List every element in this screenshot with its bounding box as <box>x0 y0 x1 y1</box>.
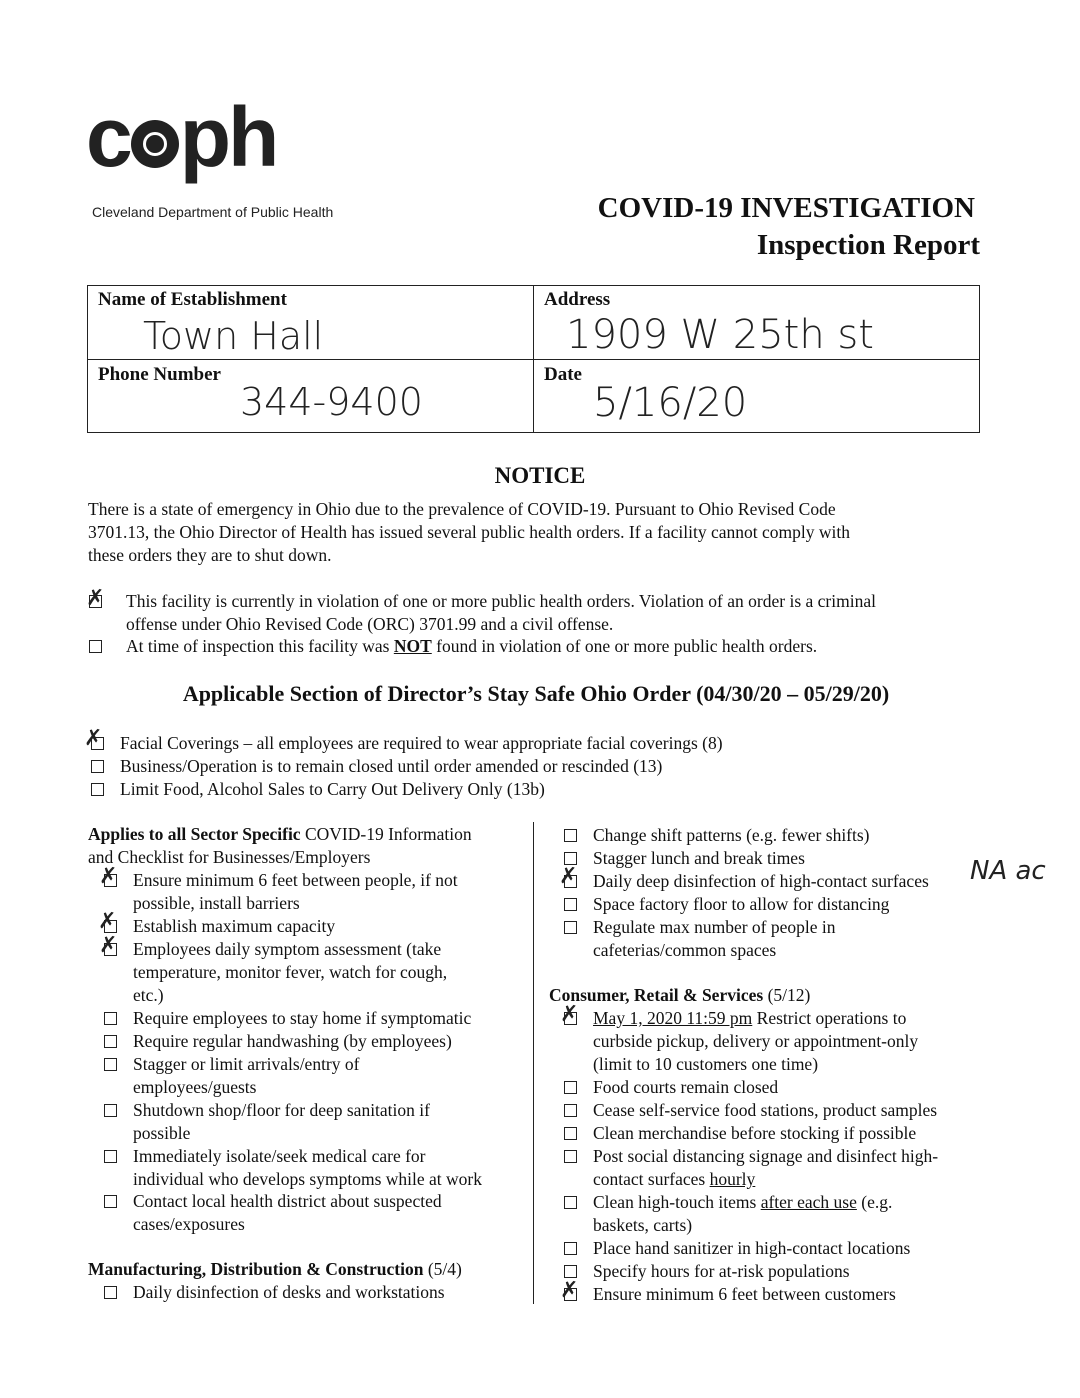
consumer-checkbox-6[interactable] <box>564 1196 577 1209</box>
left-checkbox-9[interactable] <box>104 1195 117 1208</box>
no-violation-text <box>126 635 817 658</box>
section-heading: Applicable Section of Director’s Stay Safe Ohio Order (04/30/20 – 05/29/20) <box>182 681 890 706</box>
notice-line-3: these orders they are to shut down. <box>88 545 332 565</box>
mfg-item-1: Daily disinfection of desks and workstations <box>133 1282 445 1302</box>
left-checkbox-7[interactable] <box>104 1104 117 1117</box>
establishment-info-box <box>87 285 980 433</box>
no-violation-text-post: found in violation of one or more public health orders. <box>431 636 818 656</box>
report-title: COVID-19 INVESTIGATION <box>597 192 975 224</box>
check-mark-icon: ✗ <box>99 933 118 958</box>
left-item-9a: Contact local health district about suspected <box>133 1191 442 1211</box>
name-label: Name of Establishment <box>98 289 287 310</box>
right-checkbox-4[interactable] <box>564 898 577 911</box>
phone-value: 344-9400 <box>240 380 423 424</box>
left-checkbox-4[interactable] <box>104 1012 117 1025</box>
consumer-item-8: Specify hours for at-risk populations <box>593 1261 850 1281</box>
left-item-4: Require employees to stay home if symptomatic <box>133 1008 472 1028</box>
left-item-6b: employees/guests <box>133 1077 257 1097</box>
consumer-item-5b-underlined: hourly <box>709 1169 756 1189</box>
consumer-item-7: Place hand sanitizer in high-contact locations <box>593 1238 911 1258</box>
globe-icon <box>131 120 179 168</box>
date-value: 5/16/20 <box>593 380 748 426</box>
business-closed-checkbox[interactable] <box>91 760 104 773</box>
consumer-checkbox-2[interactable] <box>564 1081 577 1094</box>
consumer-item-2: Food courts remain closed <box>593 1077 779 1097</box>
cdph-logo <box>86 90 277 184</box>
no-violation-text-not: NOT <box>393 636 432 656</box>
notice-paragraph <box>88 498 988 567</box>
no-violation-text-pre: At time of inspection this facility was <box>126 636 394 656</box>
check-mark-icon: ✗ <box>98 909 117 934</box>
address-label: Address <box>544 289 611 310</box>
consumer-heading <box>549 984 810 1007</box>
violation-text-2: offense under Ohio Revised Code (ORC) 3701.99 and a civil offense. <box>126 614 614 634</box>
left-item-3c: etc.) <box>133 985 164 1005</box>
consumer-item-1-date: May 1, 2020 11:59 pm <box>593 1008 753 1028</box>
left-item-5: Require regular handwashing (by employees) <box>133 1031 452 1051</box>
check-mark-icon: ✗ <box>560 1002 579 1027</box>
notice-heading: NOTICE <box>494 463 586 488</box>
consumer-item-1c: (limit to 10 customers one time) <box>593 1054 819 1074</box>
consumer-checkbox-4[interactable] <box>564 1127 577 1140</box>
box-divider-horizontal <box>88 359 979 360</box>
consumer-checkbox-5[interactable] <box>564 1150 577 1163</box>
left-checkbox-6[interactable] <box>104 1058 117 1071</box>
check-mark-icon: ✗ <box>86 586 105 611</box>
manufacturing-heading <box>88 1258 462 1281</box>
logo-subtitle: Cleveland Department of Public Health <box>92 204 334 220</box>
left-item-7b: possible <box>133 1123 191 1143</box>
left-item-3a: Employees daily symptom assessment (take <box>133 939 442 959</box>
logo-text-left: c <box>86 90 130 184</box>
notice-line-2: 3701.13, the Ohio Director of Health has issued several public health orders. If a facility cannot comply with <box>88 522 851 542</box>
right-item-3: Daily deep disinfection of high-contact surfaces <box>593 871 929 891</box>
left-item-9b: cases/exposures <box>133 1214 245 1234</box>
check-mark-icon: ✗ <box>559 864 578 889</box>
manufacturing-heading-date: (5/4) <box>423 1259 462 1279</box>
left-item-3b: temperature, monitor fever, watch for cough, <box>133 962 448 982</box>
left-item-1b: possible, install barriers <box>133 893 300 913</box>
left-item-8a: Immediately isolate/seek medical care for <box>133 1146 426 1166</box>
column-divider <box>533 822 534 1304</box>
consumer-item-1b: curbside pickup, delivery or appointment-only <box>593 1031 919 1051</box>
consumer-item-6b: baskets, carts) <box>593 1215 693 1235</box>
consumer-checkbox-7[interactable] <box>564 1242 577 1255</box>
violation-text-1: This facility is currently in violation of one or more public health orders. Violation of an order is a criminal <box>126 591 876 611</box>
business-closed-text: Business/Operation is to remain closed until order amended or rescinded (13) <box>120 756 663 776</box>
consumer-item-9: Ensure minimum 6 feet between customers <box>593 1284 896 1304</box>
check-mark-icon: ✗ <box>560 1278 579 1303</box>
right-item-2: Stagger lunch and break times <box>593 848 805 868</box>
consumer-checkbox-8[interactable] <box>564 1265 577 1278</box>
consumer-item-6a <box>593 1191 892 1214</box>
consumer-item-3: Cease self-service food stations, product samples <box>593 1100 938 1120</box>
left-item-6a: Stagger or limit arrivals/entry of <box>133 1054 360 1074</box>
manufacturing-heading-text: Manufacturing, Distribution & Construction <box>88 1259 424 1279</box>
consumer-item-1-rest: Restrict operations to <box>752 1008 907 1028</box>
consumer-item-1a <box>593 1007 906 1030</box>
left-heading-1 <box>88 823 472 846</box>
facial-coverings-text: Facial Coverings – all employees are required to wear appropriate facial coverings (8) <box>120 733 723 753</box>
no-violation-checkbox[interactable] <box>89 640 102 653</box>
consumer-checkbox-3[interactable] <box>564 1104 577 1117</box>
carry-out-text: Limit Food, Alcohol Sales to Carry Out Delivery Only (13b) <box>120 779 545 799</box>
left-heading-2: and Checklist for Businesses/Employers <box>88 847 371 867</box>
check-mark-icon: ✗ <box>99 864 118 889</box>
consumer-item-6-pre: Clean high-touch items <box>593 1192 761 1212</box>
left-checkbox-5[interactable] <box>104 1035 117 1048</box>
mfg-checkbox-1[interactable] <box>104 1286 117 1299</box>
right-checkbox-5[interactable] <box>564 921 577 934</box>
check-mark-icon: ✗ <box>84 726 103 751</box>
consumer-item-5b-pre: contact surfaces <box>593 1169 710 1189</box>
left-item-2: Establish maximum capacity <box>133 916 336 936</box>
right-checkbox-1[interactable] <box>564 829 577 842</box>
logo-text-right: ph <box>179 90 277 184</box>
consumer-item-6-post: (e.g. <box>856 1192 893 1212</box>
consumer-heading-text: Consumer, Retail & Services <box>549 985 764 1005</box>
consumer-heading-date: (5/12) <box>763 985 811 1005</box>
left-heading-bold: Applies to all Sector Specific <box>88 824 301 844</box>
left-item-1a: Ensure minimum 6 feet between people, if not <box>133 870 458 890</box>
name-value: Town Hall <box>143 314 324 358</box>
carry-out-checkbox[interactable] <box>91 783 104 796</box>
left-heading-rest: COVID-19 Information <box>300 824 472 844</box>
report-subtitle: Inspection Report <box>756 229 980 261</box>
left-item-8b: individual who develops symptoms while at work <box>133 1169 482 1189</box>
right-item-5a: Regulate max number of people in <box>593 917 836 937</box>
right-item-3-note: NA ac <box>970 856 1046 886</box>
consumer-item-6-underlined: after each use <box>760 1192 857 1212</box>
left-item-7a: Shutdown shop/floor for deep sanitation if <box>133 1100 430 1120</box>
phone-label: Phone Number <box>98 364 221 385</box>
right-item-1: Change shift patterns (e.g. fewer shifts) <box>593 825 870 845</box>
consumer-item-5b <box>593 1168 755 1191</box>
address-value: 1909 W 25th st <box>566 312 874 358</box>
consumer-item-5a: Post social distancing signage and disinfect high- <box>593 1146 939 1166</box>
right-item-4: Space factory floor to allow for distancing <box>593 894 890 914</box>
consumer-item-4: Clean merchandise before stocking if possible <box>593 1123 917 1143</box>
right-item-5b: cafeterias/common spaces <box>593 940 777 960</box>
date-label: Date <box>544 364 582 385</box>
notice-line-1: There is a state of emergency in Ohio due to the prevalence of COVID-19. Pursuant to Ohio Revised Code <box>88 499 836 519</box>
left-checkbox-8[interactable] <box>104 1150 117 1163</box>
